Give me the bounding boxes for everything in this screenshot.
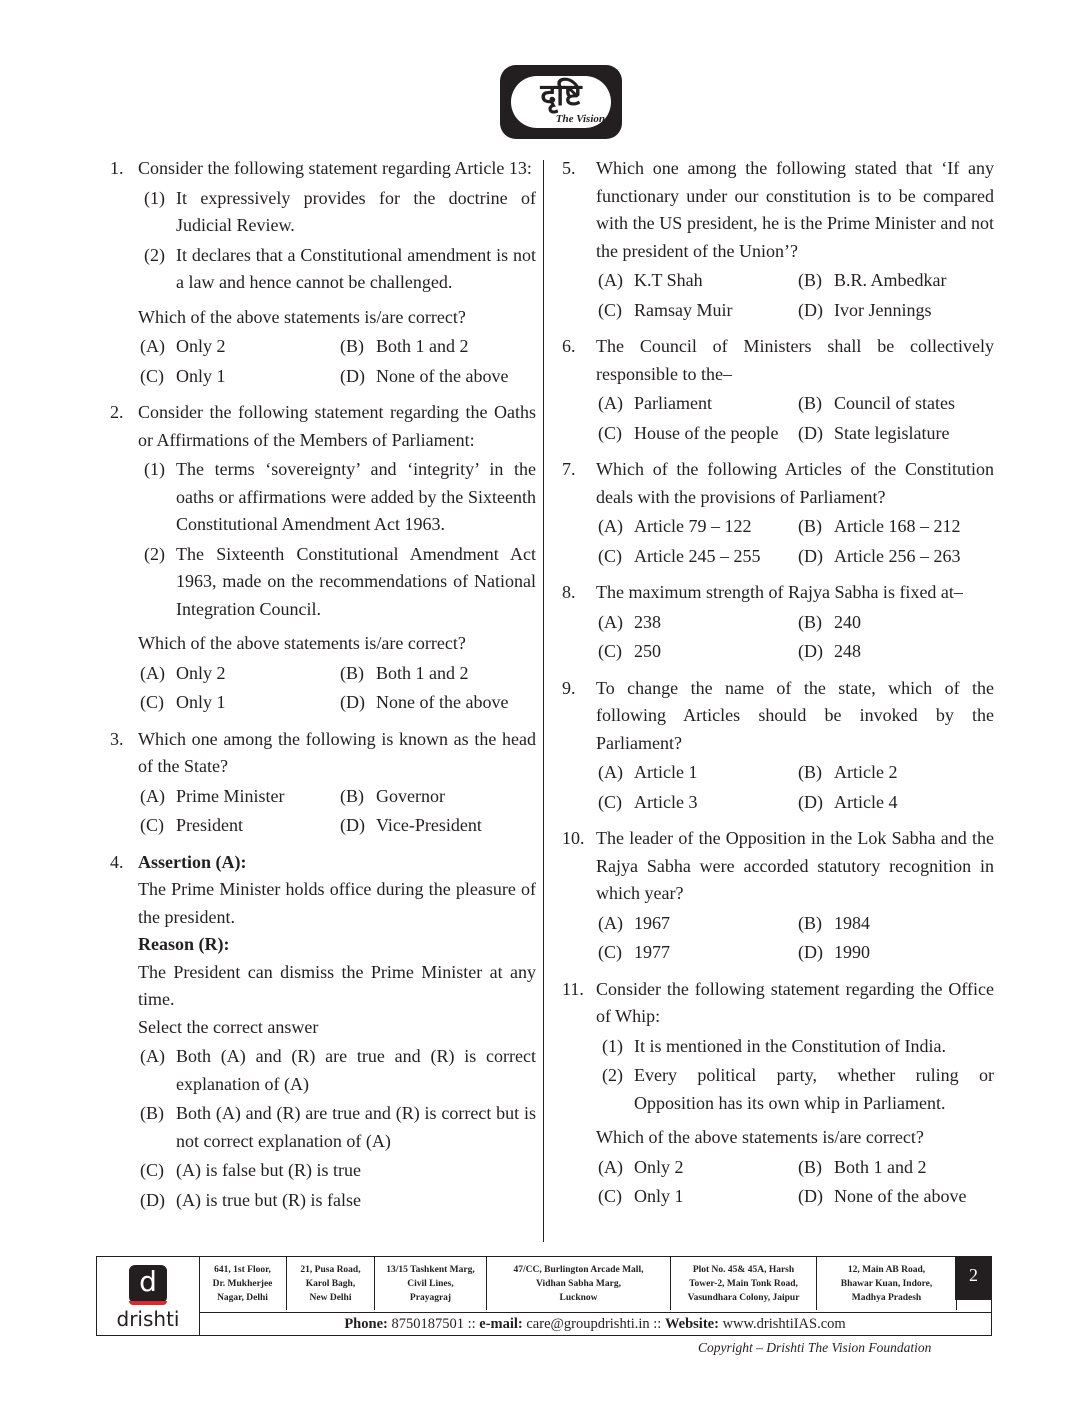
answer-option [138, 333, 338, 361]
option-letter: (D) [798, 641, 823, 661]
option-text: Article 4 [834, 791, 898, 812]
question-item [562, 675, 994, 817]
option-letter: (A) [140, 662, 165, 683]
answer-option [796, 390, 994, 418]
option-letter: (A) [598, 270, 623, 290]
office-address [287, 1257, 375, 1310]
option-text: 1977 [634, 942, 670, 962]
statement-text: It is mentioned in the Constitution of India. [634, 1035, 946, 1056]
question-item [110, 726, 536, 840]
footer-bar [96, 1256, 992, 1336]
logo-hindi-text: दृष्टि [540, 78, 582, 113]
option-letter: (D) [798, 422, 823, 443]
answer-option [338, 333, 536, 361]
footer-brand-name: drishti [116, 1307, 180, 1331]
option-text: Only 1 [176, 692, 226, 712]
statement-number: (1) [144, 187, 165, 208]
option-letter: (A) [140, 785, 165, 806]
question-text: Consider the following statement regarding the Office of Whip: [596, 978, 994, 1026]
statement [138, 185, 536, 240]
option-letter: (A) [598, 1156, 623, 1177]
option-text: 238 [634, 611, 661, 632]
separator: :: [653, 1316, 662, 1332]
option-text: Parliament [634, 393, 712, 413]
option-letter: (C) [140, 692, 164, 712]
option-letter: (C) [140, 365, 164, 386]
address-line: Civil Lines, [407, 1279, 454, 1289]
address-line: Prayagraj [409, 1293, 452, 1303]
answer-option [596, 939, 796, 967]
option-text: Both 1 and 2 [834, 1156, 927, 1177]
question-item [110, 155, 536, 390]
footer-logo [97, 1257, 200, 1335]
option-text: Council of states [834, 393, 955, 413]
website-label: Website: [664, 1316, 719, 1332]
option-text: 1990 [834, 942, 870, 962]
answer-option [138, 1100, 536, 1155]
option-text: Article 168 – 212 [834, 516, 961, 536]
statement-text: It expressively provides for the doctrine of Judicial Review. [176, 187, 536, 235]
answer-option [796, 789, 994, 817]
question-number: 3. [110, 728, 124, 749]
option-letter: (B) [798, 611, 822, 632]
option-letter: (B) [798, 393, 822, 413]
option-text: Both 1 and 2 [376, 336, 469, 356]
question-item [562, 579, 994, 666]
office-address [817, 1257, 957, 1310]
address-line: 641, 1st Floor, [214, 1265, 271, 1275]
option-letter: (B) [798, 270, 822, 290]
answer-option [796, 267, 994, 295]
address-line: 47/CC, Burlington Arcade Mall, [513, 1265, 644, 1275]
option-letter: (A) [140, 1046, 165, 1066]
phone-value: 8750187501 [391, 1316, 464, 1332]
contact-line [199, 1312, 991, 1335]
statement-number: (2) [602, 1065, 623, 1085]
answer-option [338, 660, 536, 688]
option-letter: (C) [598, 545, 622, 566]
option-letter: (B) [798, 912, 822, 933]
option-letter: (A) [598, 393, 623, 413]
question-text: The Council of Ministers shall be collectively responsible to the– [596, 336, 994, 384]
drishti-header-logo [500, 65, 622, 139]
answer-option [338, 689, 536, 717]
answer-option [338, 363, 536, 391]
logo-letter: d [139, 1265, 157, 1298]
option-letter: (B) [798, 762, 822, 782]
question-item [562, 456, 994, 570]
option-text: Article 2 [834, 762, 898, 782]
option-text: None of the above [376, 365, 509, 386]
answer-option [596, 297, 796, 325]
question-text: The leader of the Opposition in the Lok Sabha and the Rajya Sabha were accorded statutory recognition in which year? [596, 828, 994, 903]
option-letter: (D) [798, 791, 823, 812]
option-text: Only 1 [634, 1186, 684, 1206]
statement-number: (2) [144, 543, 165, 564]
question-instruction: Which of the above statements is/are correct? [138, 633, 466, 653]
question-instruction: Select the correct answer [138, 1016, 319, 1037]
option-letter: (D) [340, 815, 365, 835]
options-grid [596, 609, 994, 666]
statement-text: It declares that a Constitutional amendment is not a law and hence cannot be challenged. [176, 244, 536, 292]
answer-option [596, 1154, 796, 1182]
answer-option [796, 1183, 994, 1211]
answer-option [138, 783, 338, 811]
option-letter: (B) [340, 785, 364, 806]
option-text: Ivor Jennings [834, 299, 932, 320]
email-value: care@groupdrishti.in [526, 1316, 650, 1332]
address-line: Karol Bagh, [305, 1279, 356, 1289]
answer-option [796, 609, 994, 637]
option-letter: (C) [598, 641, 622, 661]
options-grid [596, 513, 994, 570]
phone-label: Phone: [344, 1316, 388, 1332]
address-line: 13/15 Tashkent Marg, [386, 1265, 475, 1275]
question-item [562, 155, 994, 324]
question-instruction: Which of the above statements is/are correct? [138, 306, 466, 327]
email-label: e-mail: [479, 1316, 523, 1332]
answer-option [796, 543, 994, 571]
option-letter: (B) [140, 1103, 164, 1123]
option-letter: (C) [598, 422, 622, 443]
option-letter: (A) [598, 912, 623, 933]
address-line: New Delhi [309, 1293, 352, 1303]
answer-option [596, 543, 796, 571]
answer-option [796, 513, 994, 541]
options-grid [138, 333, 536, 390]
question-number: 9. [562, 677, 576, 698]
options-grid [596, 390, 994, 447]
answer-option [596, 420, 796, 448]
logo-tagline: The Vision [555, 113, 605, 125]
option-letter: (D) [798, 942, 823, 962]
question-text: To change the name of the state, which of the following Articles should be invoked by the Parliament? [596, 677, 994, 753]
option-text: (A) is false but (R) is true [176, 1160, 361, 1180]
question-text: Consider the following statement regarding the Oaths or Affirmations of the Members of Parliament: [138, 402, 536, 450]
answer-option [138, 1043, 536, 1098]
reason-text: The President can dismiss the Prime Minister at any time. [138, 961, 536, 1009]
option-text: 240 [834, 611, 861, 632]
option-text: Article 256 – 263 [834, 545, 961, 566]
option-text: K.T Shah [634, 270, 703, 290]
right-column [562, 155, 994, 1220]
option-letter: (C) [598, 299, 622, 320]
answer-option [596, 609, 796, 637]
option-text: Both 1 and 2 [376, 662, 469, 683]
question-text: Consider the following statement regarding Article 13: [138, 158, 532, 178]
question-text: Which one among the following is known as the head of the State? [138, 728, 536, 776]
statement [596, 1062, 994, 1117]
statement-number: (2) [144, 244, 165, 265]
statement [138, 541, 536, 624]
answer-option [596, 789, 796, 817]
option-text: Only 2 [634, 1156, 684, 1177]
answer-option [138, 689, 338, 717]
option-letter: (D) [140, 1189, 165, 1210]
option-letter: (A) [598, 762, 623, 782]
option-text: Only 2 [176, 662, 226, 683]
question-text: Which one among the following stated that ‘If any functionary under our constitution is to be compared with the US president, he is the Prime Minister and not the president of the Union’? [596, 158, 994, 261]
option-letter: (D) [340, 692, 365, 712]
statement-text: The Sixteenth Constitutional Amendment Act 1963, made on the recommendations of National Integration Council. [176, 543, 536, 619]
statement [138, 242, 536, 297]
option-letter: (D) [798, 1186, 823, 1206]
reason-label: Reason (R): [138, 934, 230, 954]
assertion-label: Assertion (A): [138, 851, 247, 872]
options-grid [596, 910, 994, 967]
address-line: Dr. Mukherjee [212, 1279, 273, 1289]
answer-option [796, 1154, 994, 1182]
answer-option [796, 297, 994, 325]
website-value: www.drishtiIAS.com [722, 1316, 846, 1332]
question-number: 11. [562, 978, 584, 999]
question-4 [110, 849, 536, 1215]
option-text: None of the above [834, 1186, 967, 1206]
answer-option [138, 1157, 536, 1185]
options-grid [138, 660, 536, 717]
question-item [562, 976, 994, 1211]
answer-option [138, 660, 338, 688]
answer-option [138, 812, 338, 840]
answer-option [796, 420, 994, 448]
address-line: Lucknow [559, 1293, 598, 1303]
answer-option [596, 759, 796, 787]
answer-option [796, 759, 994, 787]
copyright-notice: Copyright – Drishti The Vision Foundation [698, 1340, 932, 1355]
option-letter: (B) [340, 336, 364, 356]
column-divider [543, 160, 544, 1242]
question-number: 10. [562, 828, 585, 848]
answer-option [596, 267, 796, 295]
question-text: The maximum strength of Rajya Sabha is fixed at– [596, 582, 963, 602]
option-text: Article 3 [634, 791, 698, 812]
option-text: Only 2 [176, 336, 226, 356]
statement [596, 1033, 994, 1061]
statement-text: The terms ‘sovereignty’ and ‘integrity’ in the oaths or affirmations were added by the Sixteenth Constitutional Amendment Act 1963. [176, 459, 536, 534]
options-grid [138, 783, 536, 840]
address-line: Madhya Pradesh [851, 1293, 922, 1303]
option-letter: (C) [140, 815, 164, 835]
option-letter: (A) [598, 516, 623, 536]
address-line: Vasundhara Colony, Jaipur [687, 1293, 800, 1303]
options-grid [596, 1154, 994, 1211]
option-letter: (D) [798, 545, 823, 566]
option-text: Article 79 – 122 [634, 516, 752, 536]
answer-option [796, 638, 994, 666]
statement-text: Every political party, whether ruling or Opposition has its own whip in Parliament. [634, 1065, 994, 1113]
logo-badge [511, 76, 611, 128]
option-letter: (A) [140, 336, 165, 356]
option-text: Prime Minister [176, 785, 285, 806]
option-text: Vice-President [376, 815, 482, 835]
option-letter: (C) [598, 791, 622, 812]
address-line: Vidhan Sabha Marg, [536, 1279, 621, 1289]
question-number: 5. [562, 158, 576, 178]
address-line: Plot No. 45& 45A, Harsh [692, 1265, 795, 1275]
option-letter: (D) [798, 299, 823, 320]
question-item [562, 825, 994, 967]
answer-option [338, 812, 536, 840]
logo-accent-bar [129, 1301, 167, 1305]
option-letter: (B) [798, 516, 822, 536]
option-text: (A) is true but (R) is false [176, 1189, 361, 1210]
question-text: Which of the following Articles of the Constitution deals with the provisions of Parliament? [596, 459, 994, 507]
option-letter: (B) [340, 662, 364, 683]
answer-option [596, 390, 796, 418]
address-line: Tower-2, Main Tonk Road, [689, 1279, 798, 1289]
option-letter: (B) [798, 1156, 822, 1177]
answer-option [596, 638, 796, 666]
option-text: Ramsay Muir [634, 299, 733, 320]
answer-option [596, 910, 796, 938]
option-text: 1967 [634, 912, 670, 933]
question-number: 8. [562, 582, 576, 602]
left-column [110, 155, 536, 1223]
option-letter: (A) [598, 611, 623, 632]
option-text: B.R. Ambedkar [834, 270, 947, 290]
options-grid [596, 759, 994, 816]
option-text: Article 1 [634, 762, 698, 782]
option-text: 1984 [834, 912, 870, 933]
assertion-text: The Prime Minister holds office during the pleasure of the president. [138, 879, 536, 927]
option-letter: (D) [340, 365, 365, 386]
option-text: None of the above [376, 692, 509, 712]
option-letter: (C) [598, 1186, 622, 1206]
question-number: 7. [562, 459, 576, 479]
question-instruction: Which of the above statements is/are correct? [596, 1127, 924, 1147]
answer-option [796, 910, 994, 938]
answer-option [138, 1187, 536, 1215]
answer-option [338, 783, 536, 811]
address-line: 21, Pusa Road, [300, 1265, 361, 1275]
question-item [110, 399, 536, 717]
question-number: 2. [110, 402, 124, 422]
options-grid [596, 267, 994, 324]
page-number: 2 [955, 1257, 992, 1300]
question-number: 6. [562, 336, 576, 356]
option-text: President [176, 815, 243, 835]
option-text: 250 [634, 641, 661, 661]
option-letter: (C) [598, 942, 622, 962]
options-grid [138, 1043, 536, 1214]
answer-option [796, 939, 994, 967]
address-line: Bhawar Kuan, Indore, [840, 1279, 933, 1289]
question-number: 1. [110, 158, 124, 178]
office-address [199, 1257, 287, 1310]
office-address [671, 1257, 817, 1310]
answer-option [596, 1183, 796, 1211]
statement [138, 456, 536, 539]
statement-number: (1) [602, 1035, 623, 1056]
question-number: 4. [110, 851, 124, 872]
option-text: Both (A) and (R) are true and (R) is correct but is not correct explanation of (A) [176, 1103, 536, 1151]
answer-option [596, 513, 796, 541]
address-line: 12, Main AB Road, [847, 1265, 926, 1275]
option-text: 248 [834, 641, 861, 661]
answer-option [138, 363, 338, 391]
separator: :: [467, 1316, 476, 1332]
option-text: House of the people [634, 422, 779, 443]
statement-number: (1) [144, 459, 165, 479]
option-text: Both (A) and (R) are true and (R) is correct explanation of (A) [176, 1046, 536, 1094]
option-text: Only 1 [176, 365, 226, 386]
option-text: Article 245 – 255 [634, 545, 761, 566]
office-address [487, 1257, 671, 1310]
option-text: State legislature [834, 422, 950, 443]
option-letter: (C) [140, 1160, 164, 1180]
office-address [375, 1257, 487, 1310]
address-line: Nagar, Delhi [217, 1293, 268, 1303]
question-item [562, 333, 994, 447]
option-text: Governor [376, 785, 445, 806]
